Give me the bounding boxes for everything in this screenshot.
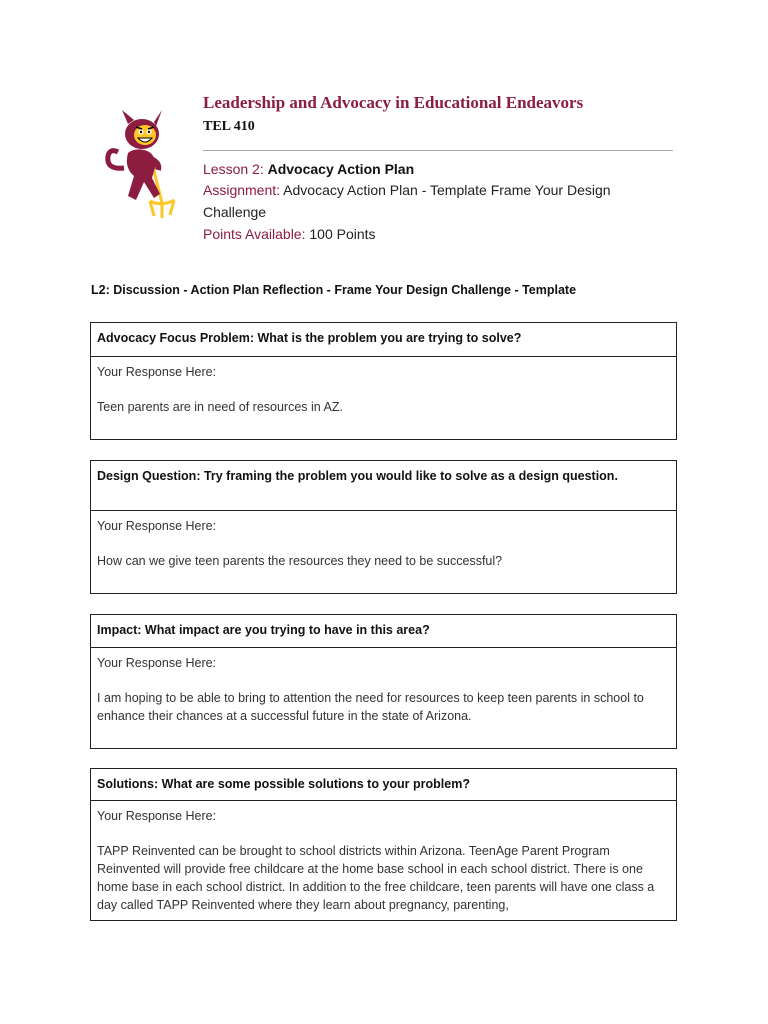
response-label: Your Response Here: xyxy=(97,365,217,379)
response-text: TAPP Reinvented can be brought to school districts within Arizona. TeenAge Parent Program Reinvented will provide free childcare at the home base school in each school district. There is one home base in each school district. In addition to the free childcare, teen parents will have one class a day called TAPP Reinvented where they learn about pregnancy, parenting, xyxy=(97,844,655,912)
lesson-label: Lesson 2: xyxy=(203,161,264,177)
section-solutions xyxy=(90,768,677,921)
lesson-value: Advocacy Action Plan xyxy=(267,161,415,177)
response-text: Teen parents are in need of resources in AZ. xyxy=(97,400,343,414)
points-value: 100 Points xyxy=(309,226,376,242)
points-label: Points Available: xyxy=(203,226,306,242)
sun-devil-mascot-icon xyxy=(104,108,184,220)
header-divider xyxy=(203,150,673,151)
document-heading: L2: Discussion - Action Plan Reflection - Frame Your Design Challenge - Template xyxy=(91,283,577,297)
response-label: Your Response Here: xyxy=(97,656,217,670)
points-line xyxy=(203,223,376,245)
section-response-area xyxy=(91,511,676,576)
assignment-label: Assignment: xyxy=(203,182,281,198)
section-question: Design Question: Try framing the problem you would like to solve as a design question. xyxy=(91,461,676,511)
section-question: Solutions: What are some possible solutions to your problem? xyxy=(91,769,676,801)
section-focus-problem xyxy=(90,322,677,440)
section-question: Advocacy Focus Problem: What is the problem you are trying to solve? xyxy=(91,323,676,357)
course-code: TEL 410 xyxy=(203,119,255,134)
response-text: I am hoping to be able to bring to attention the need for resources to keep teen parents in school to enhance their chances at a successful future in the state of Arizona. xyxy=(97,691,644,723)
section-response-area xyxy=(91,801,676,920)
section-response-area xyxy=(91,648,676,731)
section-impact xyxy=(90,614,677,749)
response-text: How can we give teen parents the resources they need to be successful? xyxy=(97,554,503,568)
assignment-value: Advocacy Action Plan - Template Frame Your Design Challenge xyxy=(203,182,611,220)
section-response-area xyxy=(91,357,676,422)
assignment-line xyxy=(203,179,673,223)
course-title: Leadership and Advocacy in Educational Endeavors xyxy=(203,93,584,112)
section-design-question xyxy=(90,460,677,594)
response-label: Your Response Here: xyxy=(97,519,217,533)
lesson-line xyxy=(203,158,414,180)
section-question: Impact: What impact are you trying to have in this area? xyxy=(91,615,676,648)
response-label: Your Response Here: xyxy=(97,809,217,823)
